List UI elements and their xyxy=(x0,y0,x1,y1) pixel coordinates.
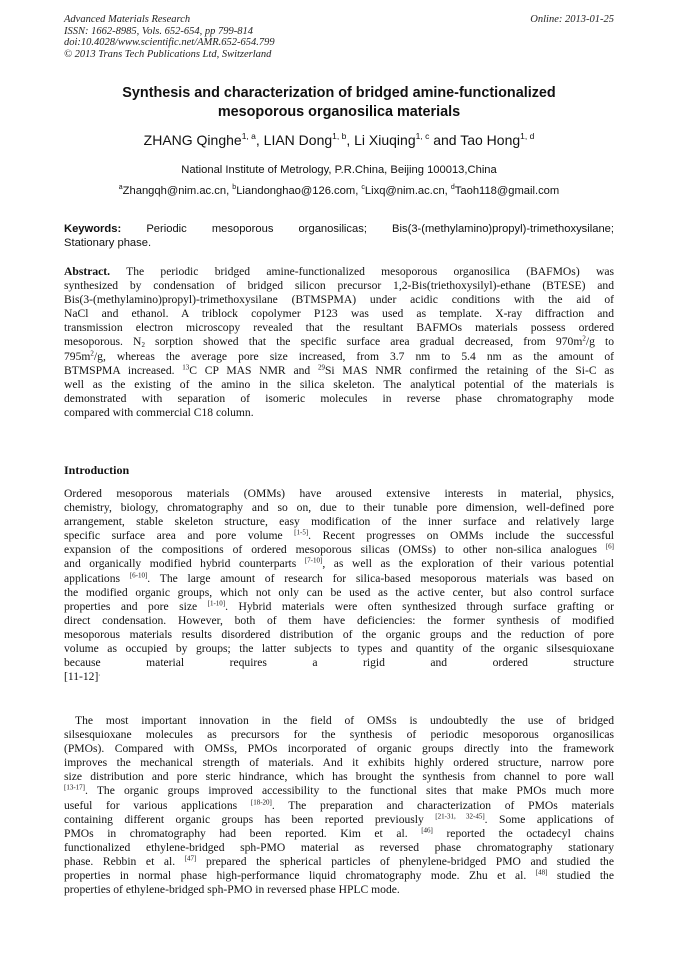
author-sup: 1, a xyxy=(241,131,256,141)
intro-line: volume as occupied by groups; the latter subjects to types and quantity of the organic silsesquioxane xyxy=(64,642,614,656)
abstract-label: Abstract. xyxy=(64,265,111,278)
intro-line: phase. Rebbin et al. [47] prepared the spherical particles of phenylene-bridged PMO and studied the xyxy=(64,854,614,868)
intro-line: silsesquioxane molecules as precursors for the synthesis of periodic mesoporous organosilicas xyxy=(64,728,614,742)
email-link[interactable]: Lixq@nim.ac.cn xyxy=(364,185,445,197)
email-sup: c xyxy=(361,184,365,191)
email-list: $^a$Zhangqh@nim.ac.cn, $^b$Liandonghao@126.com, $^c$Lixq@nim.ac.cn, $^d$Taoh118@gmail.com xyxy=(118,184,560,197)
intro-line: size distribution and pore steric hindrance, which has brought the synthesis from channel to pore wall xyxy=(64,770,614,784)
keywords-text: Periodic mesoporous organosilicas; Bis(3-(methylamino)propyl)-trimethoxysilane; xyxy=(146,223,614,235)
affiliation: National Institute of Metrology, P.R.China, Beijing 100013,China xyxy=(181,164,497,176)
intro-line: expansion of the compositions of ordered mesoporous silicas (OMSs) to other non-silica analogues [6] xyxy=(64,543,614,557)
author-name: Tao Hong xyxy=(460,132,521,148)
author-sup: 1, d xyxy=(520,131,535,141)
intro-line: direct condensation. However, both of them have deficiencies: the former synthesis of modified xyxy=(64,613,614,627)
author-name: LIAN Dong xyxy=(263,132,333,148)
author-name: Li Xiuqing xyxy=(354,132,416,148)
citation[interactable]: [21-31, 32-45] xyxy=(435,812,485,821)
intro-line: applications [6-10]. The large amount of research for silica-based mesoporous materials was based on xyxy=(64,571,614,585)
citation[interactable]: [7-10] xyxy=(304,557,323,565)
intro-paragraph-2 xyxy=(64,714,614,897)
keywords-line: Stationary phase. xyxy=(64,237,152,250)
intro-line: and organically modified hybrid counterparts [7-10], as well as the exploration of their various potential xyxy=(64,557,614,571)
intro-line: PMOs in chromatography had been reported. Kim et al. [46] reported the octadecyl chains xyxy=(64,826,614,840)
abstract-line: compared with commercial C18 column. xyxy=(64,405,254,419)
email-sup: b xyxy=(232,184,237,191)
paper-title-line1: Synthesis and characterization of bridged amine-functionalized xyxy=(122,85,556,101)
intro-line: functionalized ethylene-bridged sph-PMO material as reversed phase chromatography stationary xyxy=(64,840,614,854)
abstract-line: synthesized by condensation of bridged silicon precursor 1,2-Bis(triethoxysilyl)-ethane (BTESE) and xyxy=(64,279,614,293)
online-date: Online: 2013-01-25 xyxy=(530,14,614,25)
intro-line: The most important innovation in the field of OMSs is undoubtedly the use of bridged xyxy=(75,714,614,727)
citation[interactable]: [46] xyxy=(421,826,433,835)
intro-line: properties in normal phase high-performance liquid chromatography mode. Zhu et al. [48] studied the xyxy=(64,869,614,883)
author-sup: 1, b xyxy=(332,131,347,141)
keywords-block xyxy=(64,222,614,250)
intro-line: properties of ethylene-bridged sph-PMO in reversed phase HPLC mode. xyxy=(64,883,400,897)
journal-header xyxy=(64,14,275,60)
journal-doi[interactable]: doi:10.4028/www.scientific.net/AMR.652-654.799 xyxy=(64,37,275,48)
email-link[interactable]: Liandonghao@126.com xyxy=(236,185,356,197)
abstract-line: $795m^2/g$, whereas the average pore size increased, from 3.7 nm to 5.4 nm as the amount of xyxy=(64,349,614,363)
citation[interactable]: [6-10] xyxy=(129,571,148,580)
intro-line: [13-17]. The organic groups improved accessibility to the functional sites that make PMOs much more xyxy=(64,784,614,798)
citation[interactable]: [1-10] xyxy=(207,599,226,608)
citation[interactable]: [1-5] xyxy=(294,529,309,537)
abstract-line: NaCl and ethanol. A triblock copolymer P123 was used as template. X-ray diffraction and xyxy=(64,307,614,321)
abstract-block xyxy=(64,265,614,420)
citation[interactable]: [18-20] xyxy=(250,798,272,807)
citation[interactable]: [13-17] xyxy=(64,784,85,792)
email-sup: d xyxy=(450,184,455,191)
intro-line: Ordered mesoporous materials (OMMs) have aroused extensive interests in material, physics, xyxy=(64,487,614,500)
abstract-line: well as the existing of the amino in the silica skeleton. The analytical potential of the materials is xyxy=(64,377,614,391)
email-link[interactable]: Zhangqh@nim.ac.cn xyxy=(122,185,227,197)
citation[interactable]: . xyxy=(98,670,101,678)
paper-title xyxy=(64,84,614,122)
journal-issn: ISSN: 1662-8985, Vols. 652-654, pp 799-814 xyxy=(64,25,253,37)
citation[interactable]: [6] xyxy=(605,543,614,551)
keywords-label: Keywords: xyxy=(64,223,122,235)
intro-line: specific surface area and pore volume [1-5]. Recent progresses on OMMs include the successful xyxy=(64,529,614,543)
author-list: ZHANG Qinghe$^{1, a}$, LIAN Dong$^{1, b}$, Li Xiuqing$^{1, c}$ and Tao Hong$^{1, d}$ xyxy=(143,131,535,148)
journal-name: Advanced Materials Research xyxy=(64,14,191,25)
intro-line: improves the mechanical strength of materials. And it exhibits highly ordered structure, narrow pore xyxy=(64,756,614,770)
journal-copyright: © 2013 Trans Tech Publications Ltd, Switzerland xyxy=(64,48,272,60)
intro-line: [11-12]. xyxy=(64,670,101,684)
abstract-line: Bis(3-(methylamino)propyl)-trimethoxysilane (BTMSPMA) under acidic conditions with the aid of xyxy=(64,293,614,307)
abstract-line: Abstract. The periodic bridged amine-functionalized mesoporous organosilica (BAFMOs) was xyxy=(64,265,614,278)
intro-line: useful for various applications [18-20]. The preparation and characterization of PMOs materials xyxy=(64,798,614,812)
email-link[interactable]: Taoh118@gmail.com xyxy=(454,185,560,197)
author-name: ZHANG Qinghe xyxy=(143,132,242,148)
intro-line: containing different organic groups has been reported previously [21-31, 32-45]. Some applications of xyxy=(64,812,614,826)
authors-and: and xyxy=(433,132,457,148)
intro-paragraph-1 xyxy=(64,487,614,684)
intro-line: properties and pore size [1-10]. Hybrid materials were often synthesized through surface grafting or xyxy=(64,599,614,613)
intro-line: arrangement, stable skeleton structure, easy modification of the inner surface and relatively large xyxy=(64,515,614,529)
author-sup: 1, c xyxy=(415,131,430,141)
citation[interactable]: [48] xyxy=(535,869,548,877)
intro-line: because material requires a rigid and ordered structure xyxy=(64,656,614,670)
section-heading-introduction: Introduction xyxy=(64,463,130,477)
abstract-line: transmission electron microscopy revealed that the resultant BAFMOs materials possess ordered xyxy=(64,321,614,335)
email-sup: a xyxy=(118,184,123,191)
paper-title-line2: mesoporous organosilica materials xyxy=(217,104,461,120)
abstract-line: mesoporous. $N_2$ sorption showed that the specific surface area gradual decreased, from $970m^2/g$ to xyxy=(64,335,614,350)
intro-line: (PMOs). Compared with OMSs, PMOs incorporated of organic groups directly into the framework xyxy=(64,742,614,756)
intro-line: the modified organic groups, which not only can be used as the active center, but also control surface xyxy=(64,585,614,599)
intro-line: mesoporous materials results disordered distribution of the organic groups and the reduction of pore xyxy=(64,627,614,641)
abstract-line: demonstrated with separation of isomeric molecules in reverse phase chromatography mode xyxy=(64,391,614,405)
keywords-line xyxy=(64,222,614,236)
citation[interactable]: [47] xyxy=(184,854,197,863)
abstract-line: BTMSPMA increased. $^{13}$C CP MAS NMR and $^{29}$Si MAS NMR confirmed the retaining of the Si-C as xyxy=(64,363,614,377)
intro-line: chemistry, biology, chromatography and so on, due to their tunable pore dimension, well-defined pore xyxy=(64,501,614,515)
